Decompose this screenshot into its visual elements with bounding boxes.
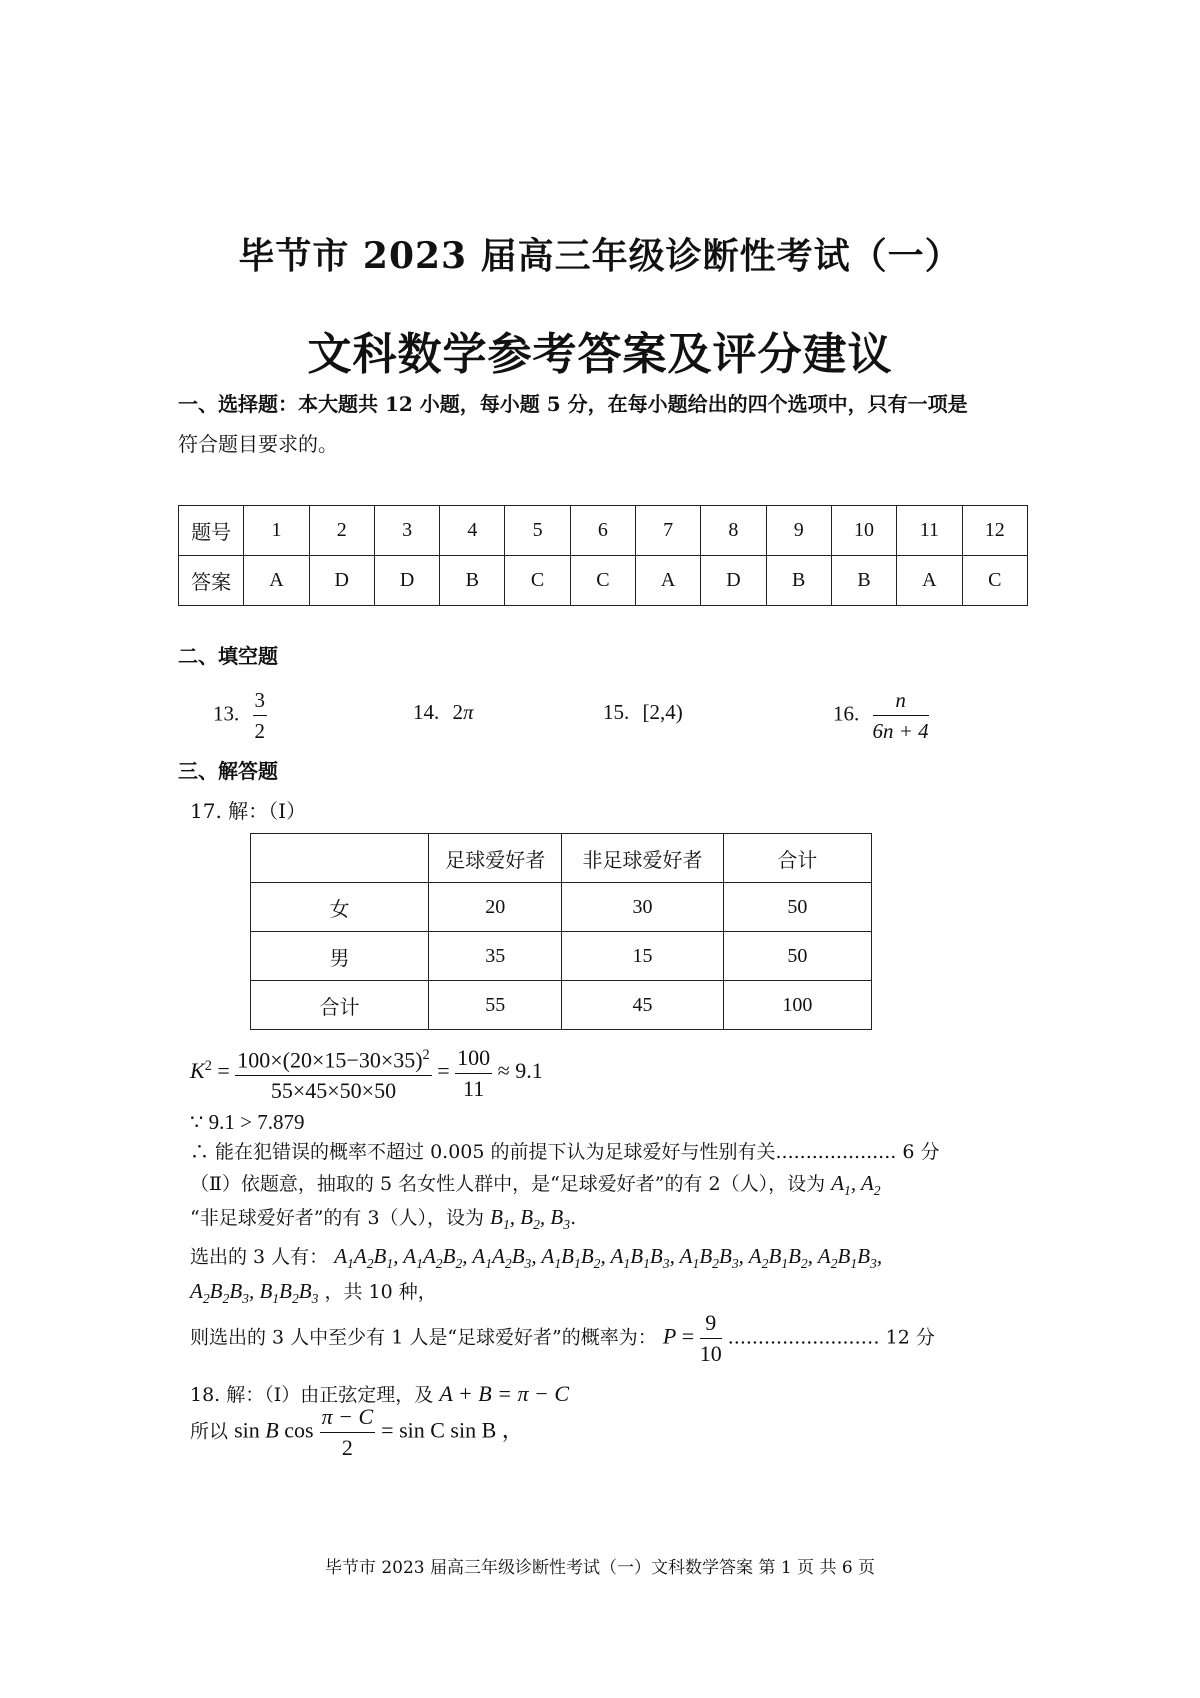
fill-answer-14 <box>413 700 474 725</box>
q15-answer: [2,4) <box>642 700 683 724</box>
question-number: 10 <box>831 506 896 556</box>
table-row <box>251 981 872 1030</box>
table-cell: 45 <box>562 981 723 1030</box>
k2-approx: ≈ 9.1 <box>497 1058 543 1084</box>
q16-numerator: n <box>873 685 929 716</box>
section1-heading-line1: 一、选择题：本大题共 12 小题，每小题 5 分，在每小题给出的四个选项中，只有一项是 <box>178 392 968 416</box>
q13-numerator: 3 <box>253 685 268 716</box>
answer-cell: B <box>440 556 505 606</box>
selection-suffix: ，共 10 种， <box>324 1281 437 1303</box>
q16-denominator: 6n + 4 <box>872 719 929 743</box>
q15-label: 15. <box>603 700 630 724</box>
table-row <box>251 932 872 981</box>
answer-cell: B <box>831 556 896 606</box>
q18-fraction-numerator: π − C <box>320 1402 376 1433</box>
question-number: 12 <box>962 506 1027 556</box>
table-cell: 100 <box>723 981 871 1030</box>
question-number: 6 <box>570 506 635 556</box>
fill-answer-15 <box>603 700 683 725</box>
k2-simplified-numerator: 100 <box>455 1043 492 1074</box>
row-header-answer: 答案 <box>179 556 244 606</box>
table-row <box>251 883 872 932</box>
table-cell: 30 <box>562 883 723 932</box>
answer-cell: D <box>701 556 766 606</box>
k2-numerator: $100\times(20\times 15-30\times 35)^2$ <box>235 1040 431 1076</box>
q17-intro: 17. 解：（Ⅰ） <box>190 799 307 823</box>
selection-list-2: $A_2B_2B_3$, $B_1B_2B_3$ <box>190 1279 319 1307</box>
answer-cell: A <box>897 556 962 606</box>
question-number: 7 <box>636 506 701 556</box>
q14-label: 14. <box>413 700 440 724</box>
q18-fraction <box>320 1402 376 1463</box>
q14-coef: 2 <box>452 700 463 724</box>
table-cell: 20 <box>429 883 562 932</box>
because-line: ∵ 9.1 > 7.879 <box>190 1110 305 1134</box>
question-number: 2 <box>309 506 374 556</box>
q18-equation: A + B = π − C <box>439 1381 570 1406</box>
question-number: 11 <box>897 506 962 556</box>
q16-fraction <box>873 685 929 746</box>
page-footer: 毕节市 2023 届高三年级诊断性考试（一）文科数学答案 第 1 页 共 6 页 <box>324 1558 876 1578</box>
part2-line2-text: “非足球爱好者”的有 3（人），设为 <box>190 1207 485 1229</box>
answer-table-answer-row <box>179 556 1028 606</box>
table-cell: 合计 <box>251 981 429 1030</box>
q16-label: 16. <box>833 701 860 726</box>
table-cell: 55 <box>429 981 562 1030</box>
q18-line2-suffix: = sin C sin B ， <box>381 1417 524 1443</box>
page-subtitle: 文科数学参考答案及评分建议 <box>307 329 893 380</box>
answer-cell: B <box>766 556 831 606</box>
q13-denominator: 2 <box>254 719 265 743</box>
answer-cell: A <box>636 556 701 606</box>
part2-vars-a: $A_1$, $A_2$ <box>831 1171 881 1199</box>
k2-fraction <box>235 1040 431 1106</box>
question-number: 3 <box>374 506 439 556</box>
contingency-header-row <box>251 834 872 883</box>
k2-denominator: 55×45×50×50 <box>270 1078 397 1104</box>
question-number: 4 <box>440 506 505 556</box>
section1-heading-line2: 符合题目要求的。 <box>178 432 338 456</box>
question-number: 9 <box>766 506 831 556</box>
fill-answer-16 <box>833 685 929 746</box>
q13-label: 13. <box>213 701 240 726</box>
q14-symbol: π <box>463 700 474 724</box>
q18-intro: 18. 解：（Ⅰ）由正弦定理，及 <box>190 1384 434 1406</box>
question-number: 1 <box>244 506 309 556</box>
section3-heading: 三、解答题 <box>178 759 278 783</box>
selection-prefix: 选出的 3 人有： <box>190 1246 329 1268</box>
k2-simplified-denominator: 11 <box>463 1075 485 1101</box>
probability-line: 则选出的 3 人中至少有 1 人是“足球爱好者”的概率为： P = $\frac{9}{10}$ ......................… 12 分 <box>190 1308 935 1369</box>
answer-table <box>178 505 1028 606</box>
therefore-line: ∴ 能在犯错误的概率不超过 0.005 的前提下认为足球爱好与性别有关.................... 6 分 <box>190 1141 940 1163</box>
table-cell: 15 <box>562 932 723 981</box>
probability-numerator: 9 <box>700 1308 722 1339</box>
q18-line2: 所以 sin B cos $\frac{\pi - C}{2}$ = sin C sin B ， <box>190 1402 524 1463</box>
section2-heading: 二、填空题 <box>178 644 278 668</box>
question-number: 5 <box>505 506 570 556</box>
table-cell: 35 <box>429 932 562 981</box>
table-header-cell: 足球爱好者 <box>429 834 562 883</box>
probability-fraction <box>700 1308 722 1369</box>
q13-fraction <box>253 685 268 746</box>
table-header-cell: 非足球爱好者 <box>562 834 723 883</box>
answer-table-number-row <box>179 506 1028 556</box>
probability-score: ......................… 12 分 <box>727 1326 935 1349</box>
table-header-cell <box>251 834 429 883</box>
selection-list-1: $A_1A_2B_1$, $A_1A_2B_2$, $A_1A_2B_3$, $A_1B_1B_2$, $A_1B_1B_3$, $A_1B_2B_3$, $A_2B_1B_2$, $A_2B_1B_3$, <box>334 1244 883 1272</box>
page-title: 毕节市 2023 届高三年级诊断性考试（一） <box>238 235 962 277</box>
fill-answer-13 <box>213 685 267 746</box>
row-header-number: 题号 <box>179 506 244 556</box>
k2-lhs: K <box>190 1058 205 1084</box>
part2-line1-text: （Ⅱ）依题意，抽取的 5 名女性人群中，是“足球爱好者”的有 2（人），设为 <box>190 1173 826 1195</box>
table-header-cell: 合计 <box>723 834 871 883</box>
k2-fraction-simplified <box>455 1043 492 1104</box>
part2-line2: “非足球爱好者”的有 3（人），设为 $B_1$, $B_2$, $B_3$. <box>190 1205 577 1233</box>
k2-formula: $K^2$ = $\frac{100\times(20\times 15-30\times 35)^2}{55\times 45\times 50\times 50}$ = $\frac{100}{11}$ ≈ 9.1 <box>190 1040 543 1106</box>
q18-fraction-denominator: 2 <box>341 1435 353 1460</box>
question-number: 8 <box>701 506 766 556</box>
answer-cell: D <box>374 556 439 606</box>
table-cell: 50 <box>723 932 871 981</box>
table-cell: 女 <box>251 883 429 932</box>
answer-cell: C <box>570 556 635 606</box>
part2-vars-b: $B_1$, $B_2$, $B_3$ <box>490 1205 571 1233</box>
answer-cell: C <box>962 556 1027 606</box>
table-cell: 男 <box>251 932 429 981</box>
contingency-table <box>250 833 872 1030</box>
table-cell: 50 <box>723 883 871 932</box>
q18-line2-prefix: 所以 <box>190 1420 229 1443</box>
probability-text: 则选出的 3 人中至少有 1 人是“足球爱好者”的概率为： <box>190 1326 657 1349</box>
probability-denominator: 10 <box>699 1341 722 1366</box>
answer-cell: D <box>309 556 374 606</box>
answer-cell: C <box>505 556 570 606</box>
answer-cell: A <box>244 556 309 606</box>
